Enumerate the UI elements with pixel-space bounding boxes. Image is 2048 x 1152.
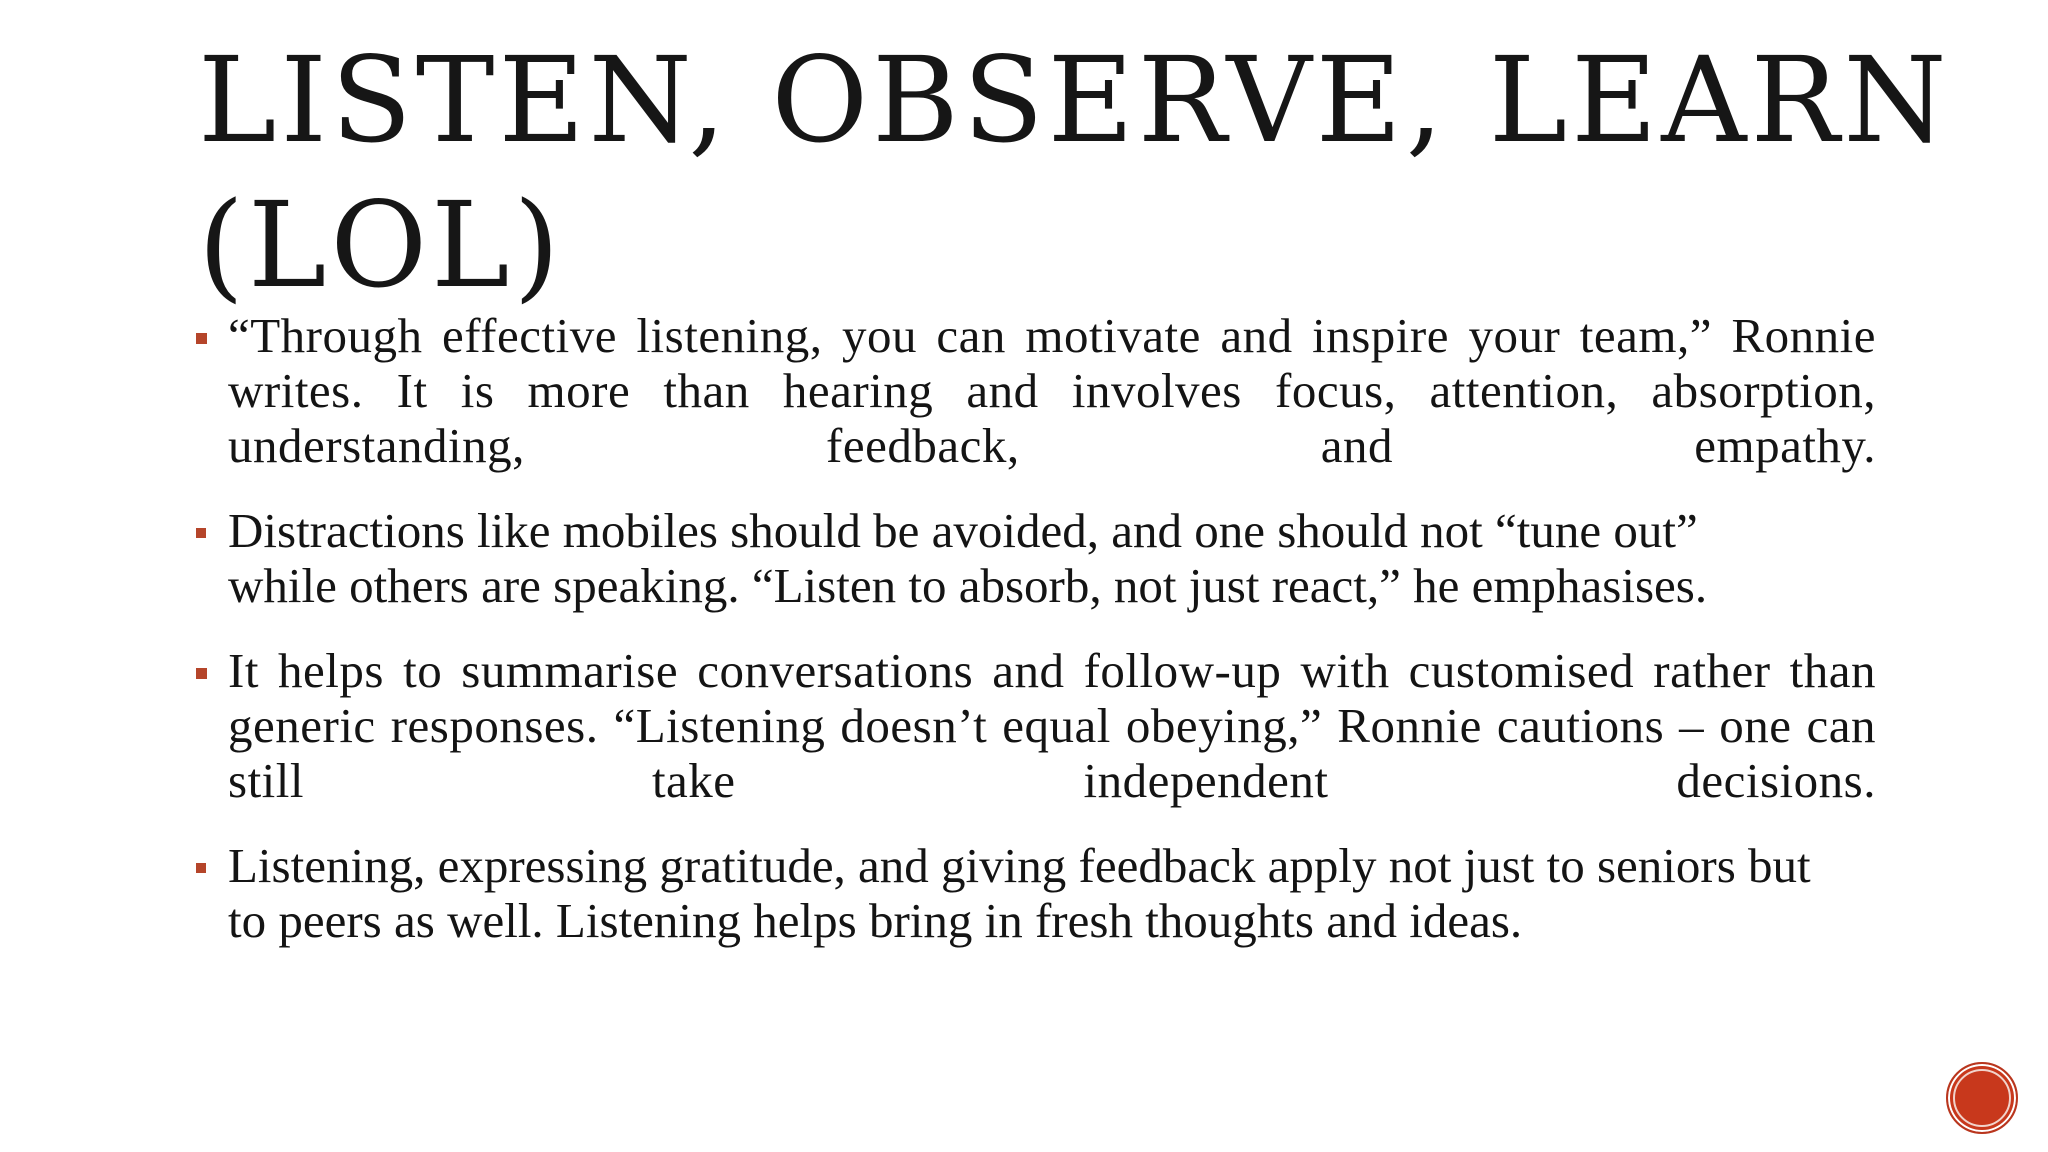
bullet-item	[196, 643, 1876, 808]
bullet-list	[196, 308, 1876, 978]
bullet-text: Listening, expressing gratitude, and giving feedback apply not just to seniors but to peers as well. Listening helps bring in fresh thoughts and ideas.	[228, 838, 1811, 948]
square-bullet-icon	[196, 863, 206, 873]
circle-button-ring	[1953, 1069, 2011, 1127]
slide-title-line-1: LISTEN, OBSERVE, LEARN	[198, 31, 1951, 169]
square-bullet-icon	[196, 528, 206, 538]
bullet-text: Distractions like mobiles should be avoided, and one should not “tune out” while others are speaking. “Listen to absorb, not just react,” he emphasises.	[228, 503, 1708, 613]
slide-title-line-2: (LOL)	[198, 176, 564, 314]
bullet-text: “Through effective listening, you can motivate and inspire your team,” Ronnie writes. It is more than hearing and involves focus, attention, absorption, understanding, feedback, and empathy.	[228, 308, 1876, 473]
square-bullet-icon	[196, 668, 207, 679]
circle-button-icon[interactable]	[1946, 1062, 2018, 1134]
slide-title	[198, 28, 1951, 318]
bullet-text: It helps to summarise conversations and follow-up with customised rather than generic responses. “Listening doesn’t equal obeying,” Ronnie cautions – one can still take independent decisions.	[228, 643, 1876, 808]
bullet-item	[196, 838, 1836, 948]
bullet-item	[196, 308, 1876, 473]
bullet-item	[196, 503, 1796, 613]
square-bullet-icon	[196, 333, 207, 344]
